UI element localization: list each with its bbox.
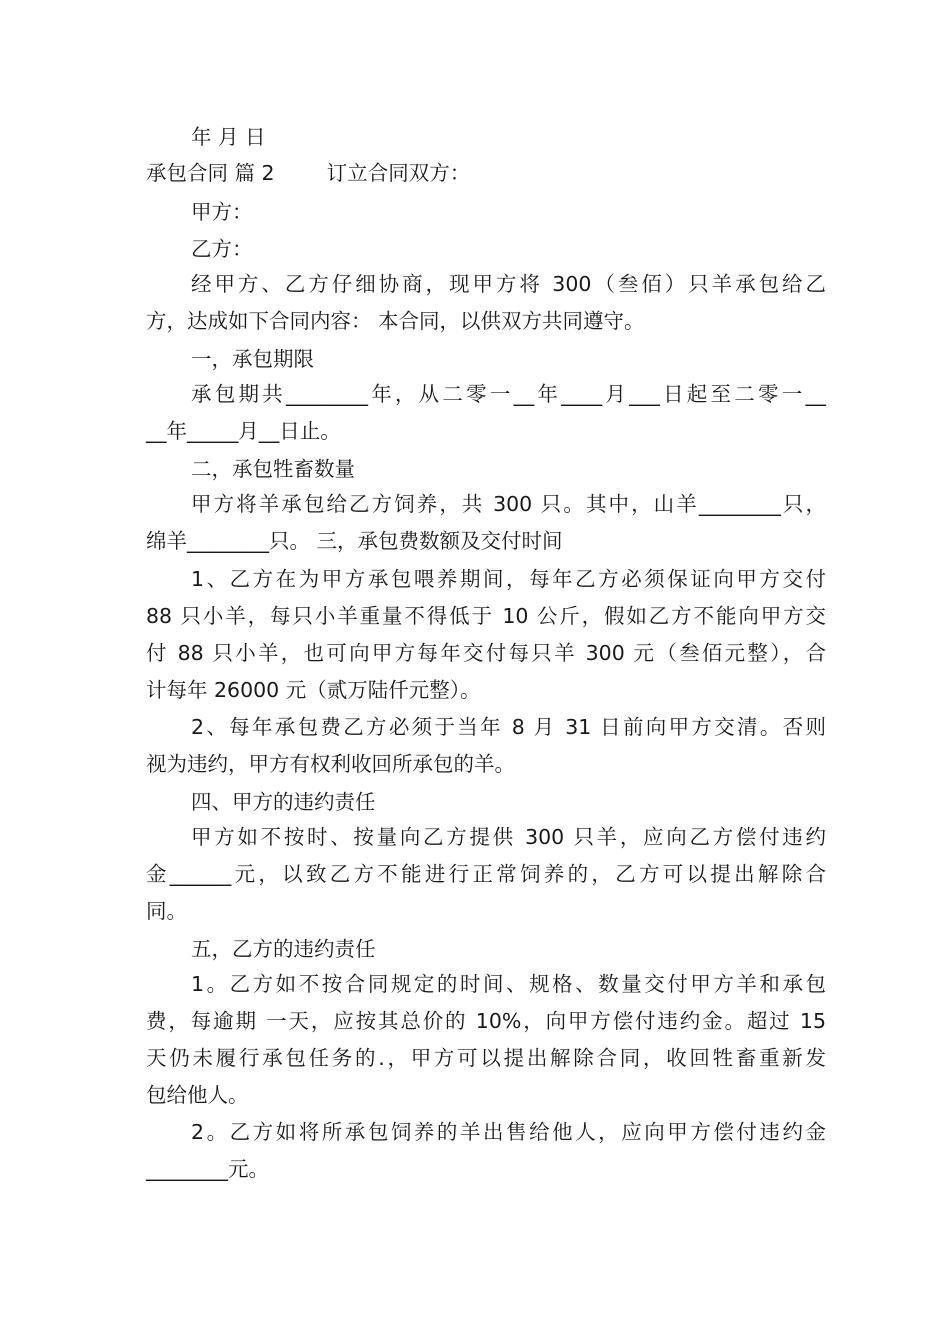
- section-heading: 二，承包牲畜数量: [191, 457, 355, 481]
- paragraph-line: 2。乙方如将所承包饲养的羊出售给他人，应向甲方偿付违约金: [191, 1120, 826, 1144]
- section-heading: 五，乙方的违约责任: [191, 937, 376, 961]
- paragraph-line: 1、乙方在为甲方承包喂养期间，每年乙方必须保证向甲方交付: [191, 567, 826, 591]
- paragraph-line: 88 只小羊，每只小羊重量不得低于 10 公斤，假如乙方不能向甲方交: [146, 604, 826, 628]
- section-heading: 四、甲方的违约责任: [191, 790, 376, 814]
- paragraph-line: 方，达成如下合同内容： 本合同，以供双方共同遵守。: [146, 309, 645, 333]
- paragraph-line: 计每年 26000 元（贰万陆仟元整）。: [146, 678, 481, 702]
- paragraph-line: 2、每年承包费乙方必须于当年 8 月 31 日前向甲方交清。否则: [191, 715, 826, 739]
- paragraph-line: 包给他人。: [146, 1083, 249, 1107]
- paragraph-line: 金______元，以致乙方不能进行正常饲养的，乙方可以提出解除合: [146, 862, 826, 886]
- party-a-line: 甲方：: [191, 200, 253, 224]
- paragraph-line: 视为违约，甲方有权利收回所承包的羊。: [146, 752, 515, 776]
- paragraph-line: 甲方如不按时、按量向乙方提供 300 只羊，应向乙方偿付违约: [191, 825, 826, 849]
- paragraph-line: 甲方将羊承包给乙方饲养，共 300 只。其中，山羊________只，: [191, 492, 826, 516]
- paragraph-line: 同。: [146, 899, 187, 923]
- section-heading: 一，承包期限: [191, 347, 314, 371]
- paragraph-line: __年_____月__日止。: [146, 419, 341, 443]
- paragraph-line: 承包期共________年，从二零一__年____月___日起至二零一__: [191, 382, 826, 406]
- paragraph-line: 绵羊________只。 三，承包费数额及交付时间: [146, 529, 563, 553]
- contract-title: 承包合同 篇 2 订立合同双方：: [146, 161, 471, 185]
- paragraph-line: 经甲方、乙方仔细协商，现甲方将 300（叁佰）只羊承包给乙: [191, 272, 826, 296]
- paragraph-line: 费，每逾期 一天，应按其总价的 10%，向甲方偿付违约金。超过 15: [146, 1009, 826, 1033]
- paragraph-line: 1。乙方如不按合同规定的时间、规格、数量交付甲方羊和承包: [191, 972, 826, 996]
- party-b-line: 乙方：: [191, 237, 253, 261]
- paragraph-line: ________元。: [146, 1157, 269, 1181]
- date-line: 年 月 日: [191, 125, 266, 149]
- paragraph-line: 天仍未履行承包任务的.，甲方可以提出解除合同，收回牲畜重新发: [146, 1046, 826, 1070]
- paragraph-line: 付 88 只小羊，也可向甲方每年交付每只羊 300 元（叁佰元整），合: [146, 641, 826, 665]
